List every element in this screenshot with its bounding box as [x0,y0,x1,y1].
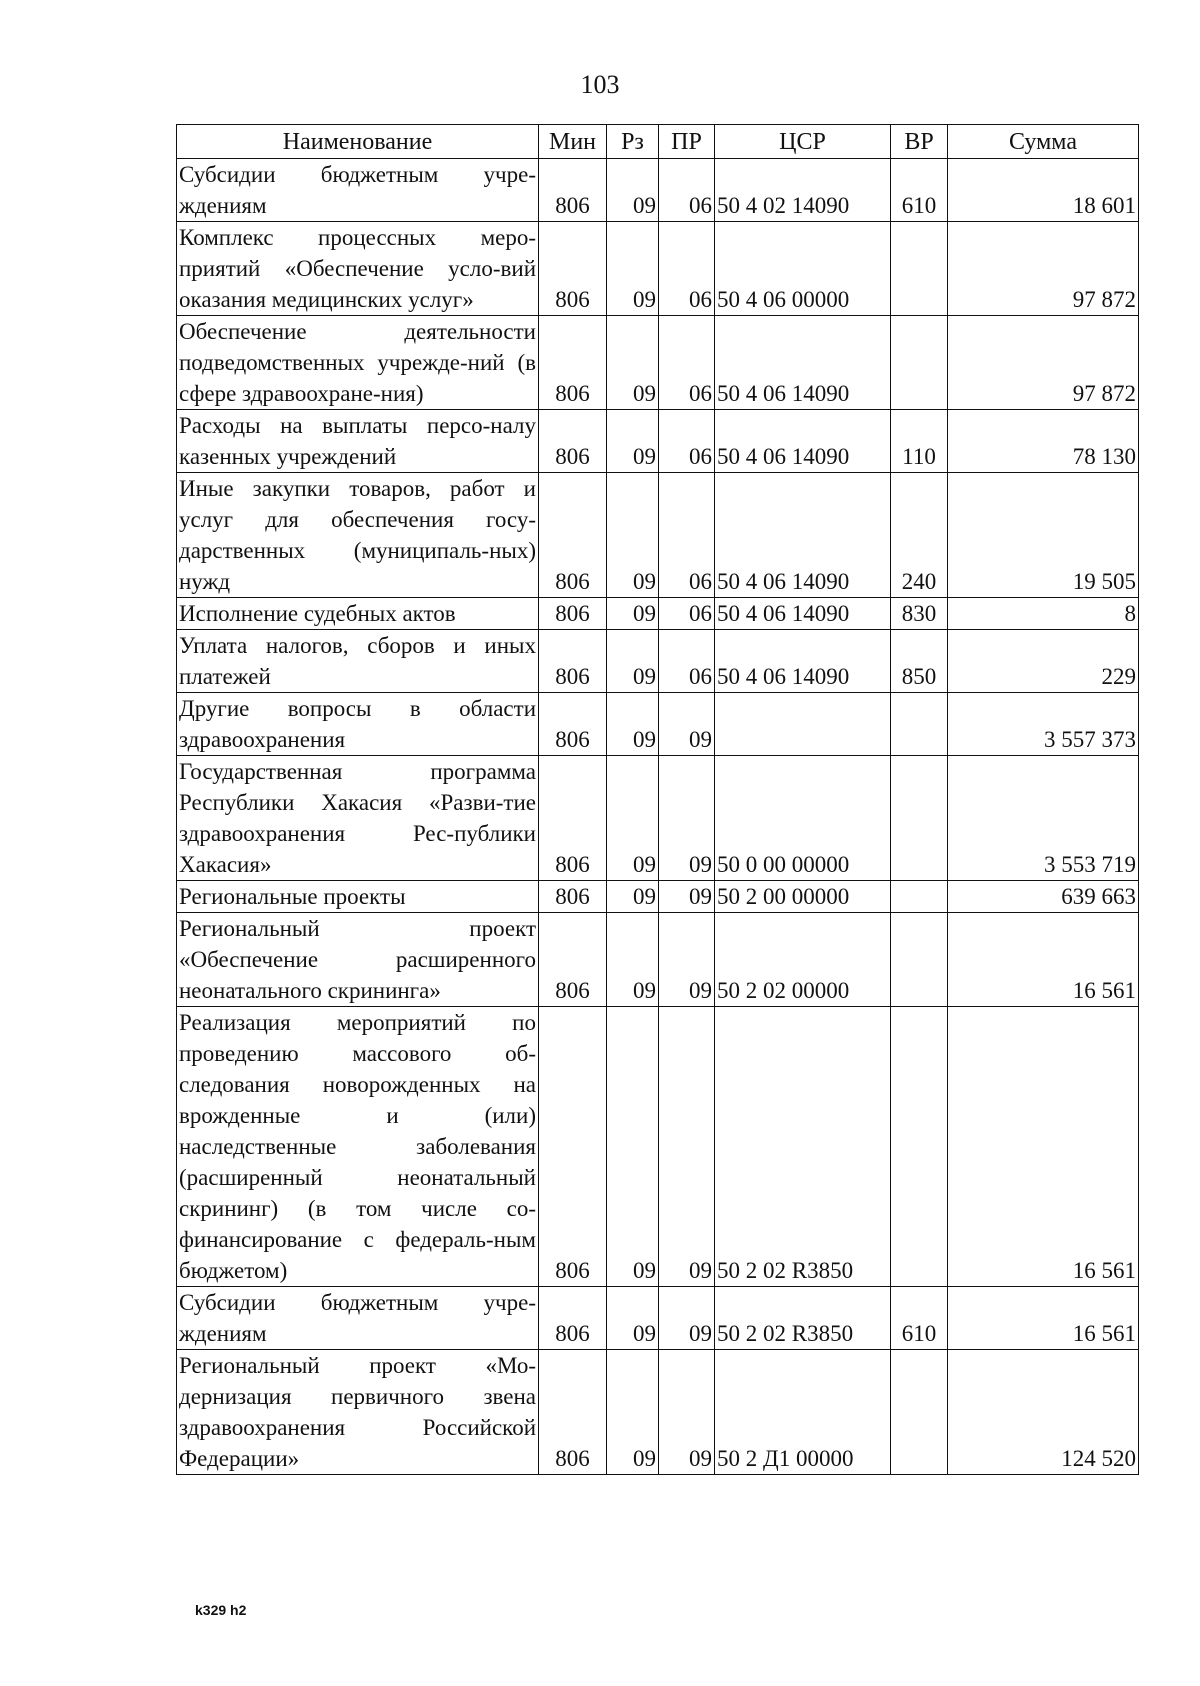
row-sum: 19 505 [948,473,1139,598]
row-sum: 18 601 [948,159,1139,222]
row-rz: 09 [607,693,659,756]
row-min: 806 [539,913,607,1007]
page-number: 103 [580,70,620,99]
row-vr: 850 [891,630,948,693]
row-rz: 09 [607,222,659,316]
row-vr [891,913,948,1007]
row-vr: 240 [891,473,948,598]
table-row [177,1007,1139,1287]
table-row [177,598,1139,630]
row-vr [891,222,948,316]
row-min: 806 [539,756,607,881]
row-name: Комплекс процессных меро-приятий «Обеспечение усло-вий оказания медицинских услуг» [177,222,539,316]
row-min: 806 [539,1287,607,1350]
row-csr: 50 2 Д1 00000 [715,1350,891,1475]
row-name: Региональный проект «Обеспечение расширенного неонатального скрининга» [177,913,539,1007]
header-name: Наименование [177,125,539,159]
table-row [177,410,1139,473]
table-row [177,693,1139,756]
row-min: 806 [539,630,607,693]
table-row [177,630,1139,693]
table-row [177,913,1139,1007]
row-name: Другие вопросы в области здравоохранения [177,693,539,756]
row-min: 806 [539,316,607,410]
row-vr [891,693,948,756]
row-vr: 610 [891,159,948,222]
row-csr: 50 4 06 14090 [715,598,891,630]
row-csr [715,693,891,756]
row-name: Региональный проект «Мо-дернизация первичного звена здравоохранения Российской Федерации» [177,1350,539,1475]
row-sum: 16 561 [948,913,1139,1007]
header-rz: Рз [607,125,659,159]
row-csr: 50 4 06 14090 [715,630,891,693]
header-sum: Сумма [948,125,1139,159]
row-rz: 09 [607,598,659,630]
row-name: Государственная программа Республики Хакасия «Разви-тие здравоохранения Рес-публики Хакасия» [177,756,539,881]
row-sum: 229 [948,630,1139,693]
table-row [177,159,1139,222]
row-vr: 830 [891,598,948,630]
table-row [177,316,1139,410]
row-sum: 97 872 [948,316,1139,410]
row-sum: 3 557 373 [948,693,1139,756]
row-min: 806 [539,159,607,222]
row-csr: 50 2 02 00000 [715,913,891,1007]
row-rz: 09 [607,756,659,881]
row-pr: 06 [659,410,715,473]
row-pr: 09 [659,693,715,756]
row-rz: 09 [607,473,659,598]
row-pr: 06 [659,598,715,630]
row-csr: 50 0 00 00000 [715,756,891,881]
row-vr: 610 [891,1287,948,1350]
row-sum: 78 130 [948,410,1139,473]
header-vr: ВР [891,125,948,159]
row-rz: 09 [607,913,659,1007]
row-sum: 16 561 [948,1007,1139,1287]
row-vr [891,756,948,881]
row-name: Расходы на выплаты персо-налу казенных учреждений [177,410,539,473]
row-vr [891,316,948,410]
row-pr: 09 [659,756,715,881]
row-min: 806 [539,1350,607,1475]
table-row [177,473,1139,598]
row-vr [891,1350,948,1475]
row-rz: 09 [607,630,659,693]
table-row [177,1350,1139,1475]
row-min: 806 [539,473,607,598]
row-csr: 50 2 00 00000 [715,881,891,913]
row-pr: 09 [659,1350,715,1475]
row-vr: 110 [891,410,948,473]
row-name: Уплата налогов, сборов и иных платежей [177,630,539,693]
row-csr: 50 4 06 14090 [715,473,891,598]
row-sum: 8 [948,598,1139,630]
row-pr: 06 [659,222,715,316]
row-sum: 639 663 [948,881,1139,913]
row-csr: 50 4 06 00000 [715,222,891,316]
row-name: Обеспечение деятельности подведомственных учрежде-ний (в сфере здравоохране-ния) [177,316,539,410]
row-min: 806 [539,410,607,473]
row-pr: 09 [659,1287,715,1350]
row-pr: 06 [659,159,715,222]
row-min: 806 [539,222,607,316]
header-csr: ЦСР [715,125,891,159]
row-rz: 09 [607,1287,659,1350]
row-name: Реализация мероприятий по проведению массового об-следования новорожденных на врожденные и (или) наследственные заболевания (расширенный неонатальный скрининг) (в том числе со-финансирование с федераль-ным бюджетом) [177,1007,539,1287]
table-row [177,222,1139,316]
row-min: 806 [539,598,607,630]
row-rz: 09 [607,316,659,410]
row-vr [891,1007,948,1287]
header-min: Мин [539,125,607,159]
row-rz: 09 [607,159,659,222]
row-rz: 09 [607,1350,659,1475]
row-csr: 50 4 06 14090 [715,410,891,473]
row-csr: 50 2 02 R3850 [715,1287,891,1350]
row-sum: 97 872 [948,222,1139,316]
row-name: Субсидии бюджетным учре-ждениям [177,159,539,222]
budget-table [176,124,1139,1475]
row-csr: 50 4 02 14090 [715,159,891,222]
row-pr: 06 [659,630,715,693]
row-csr: 50 4 06 14090 [715,316,891,410]
row-pr: 09 [659,1007,715,1287]
footer-code: k329 h2 [195,1602,247,1618]
row-rz: 09 [607,410,659,473]
row-min: 806 [539,881,607,913]
row-pr: 09 [659,881,715,913]
row-pr: 06 [659,473,715,598]
table-body [177,159,1139,1475]
row-sum: 3 553 719 [948,756,1139,881]
row-name: Исполнение судебных актов [177,598,539,630]
row-name: Региональные проекты [177,881,539,913]
row-csr: 50 2 02 R3850 [715,1007,891,1287]
row-sum: 16 561 [948,1287,1139,1350]
table-row [177,1287,1139,1350]
row-rz: 09 [607,881,659,913]
table-row [177,756,1139,881]
row-vr [891,881,948,913]
table-header-row [177,125,1139,159]
row-pr: 09 [659,913,715,1007]
header-pr: ПР [659,125,715,159]
row-min: 806 [539,1007,607,1287]
row-min: 806 [539,693,607,756]
row-sum: 124 520 [948,1350,1139,1475]
row-name: Субсидии бюджетным учре-ждениям [177,1287,539,1350]
row-rz: 09 [607,1007,659,1287]
table-row [177,881,1139,913]
row-pr: 06 [659,316,715,410]
row-name: Иные закупки товаров, работ и услуг для обеспечения госу-дарственных (муниципаль-ных) нужд [177,473,539,598]
